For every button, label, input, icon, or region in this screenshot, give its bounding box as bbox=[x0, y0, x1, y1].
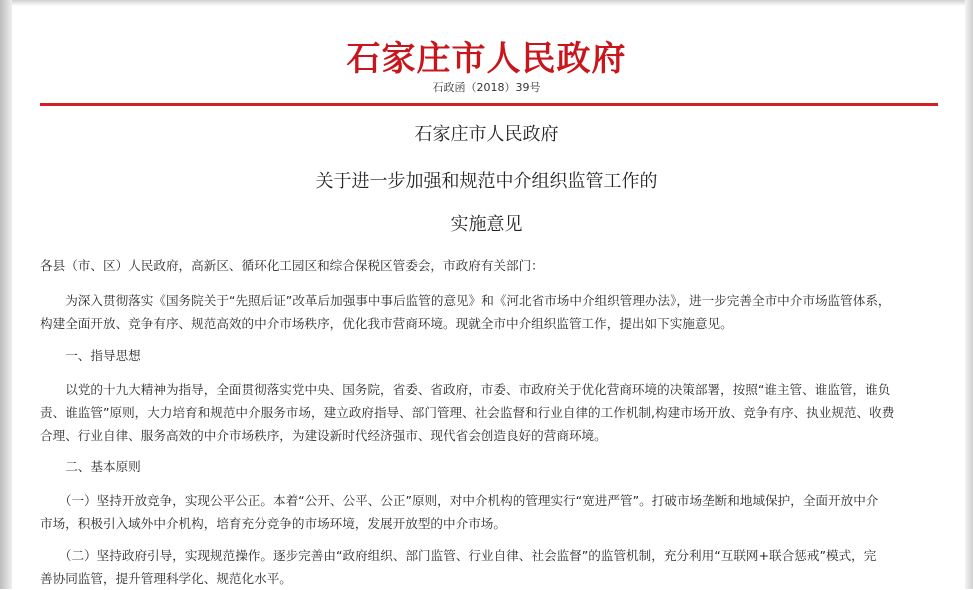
document-title-line-1: 石家庄市人民政府 bbox=[414, 124, 559, 145]
salutation bbox=[40, 254, 940, 277]
principle2-line: 善协同监管，提升管理科学化、规范化水平。 bbox=[40, 571, 292, 586]
document-number: 石政函（2018）39号 bbox=[432, 81, 541, 94]
document-title-line-3: 实施意见 bbox=[450, 214, 523, 235]
principle2-paragraph bbox=[40, 544, 940, 590]
intro-line: 为深入贯彻落实《国务院关于“先照后证”改革后加强事中事后监管的意见》和《河北省市场中介组织管理办法》，进一步完善全市中介市场监管体系， bbox=[40, 293, 891, 308]
section1-line: 以党的十九大精神为指导，全面贯彻落实党中央、国务院，省委、省政府，市委、市政府关于优化营商环境的决策部署，按照“谁主管、谁监管，谁负 bbox=[40, 382, 891, 397]
section2-heading bbox=[40, 455, 940, 478]
intro-paragraph bbox=[40, 289, 940, 335]
section-heading-text: 二、基本原则 bbox=[40, 459, 141, 474]
document-header-title: 石家庄市人民政府 bbox=[346, 39, 627, 79]
salutation-text: 各县（市、区）人民政府，高新区、循环化工园区和综合保税区管委会，市政府有关部门： bbox=[40, 258, 544, 273]
document-title-line-2: 关于进一步加强和规范中介组织监管工作的 bbox=[315, 171, 658, 192]
red-header-rule bbox=[40, 103, 938, 106]
section1-line: 合理、行业自律、服务高效的中介市场秩序，为建设新时代经济强市、现代省会创造良好的营商环境。 bbox=[40, 428, 607, 443]
section1-paragraph bbox=[40, 378, 940, 447]
page-top-shadow bbox=[0, 0, 973, 6]
section1-heading bbox=[40, 344, 940, 367]
intro-line: 构建全面开放、竞争有序、规范高效的中介市场秩序，优化我市营商环境。现就全市中介组织监管工作，提出如下实施意见。 bbox=[40, 316, 733, 331]
principle1-line: （一）坚持开放竞争，实现公平公正。本着“公开、公平、公正”原则，对中介机构的管理实行“宽进严管”。打破市场垄断和地域保护，全面开放中介 bbox=[40, 493, 879, 508]
principle2-line: （二）坚持政府引导，实现规范操作。逐步完善由“政府组织、部门监管、行业自律、社会监督”的监管机制，充分利用“互联网+联合惩戒”模式，完 bbox=[40, 548, 877, 563]
section1-line: 责、谁监管”原则，大力培育和规范中介服务市场，建立政府指导、部门管理、社会监督和行业自律的工作机制,构建市场开放、竞争有序、执业规范、收费 bbox=[40, 405, 895, 420]
principle1-line: 市场，积极引入域外中介机构，培育充分竞争的市场环境，发展开放型的中介市场。 bbox=[40, 516, 506, 531]
principle1-paragraph bbox=[40, 489, 940, 535]
section-heading-text: 一、指导思想 bbox=[40, 348, 141, 363]
